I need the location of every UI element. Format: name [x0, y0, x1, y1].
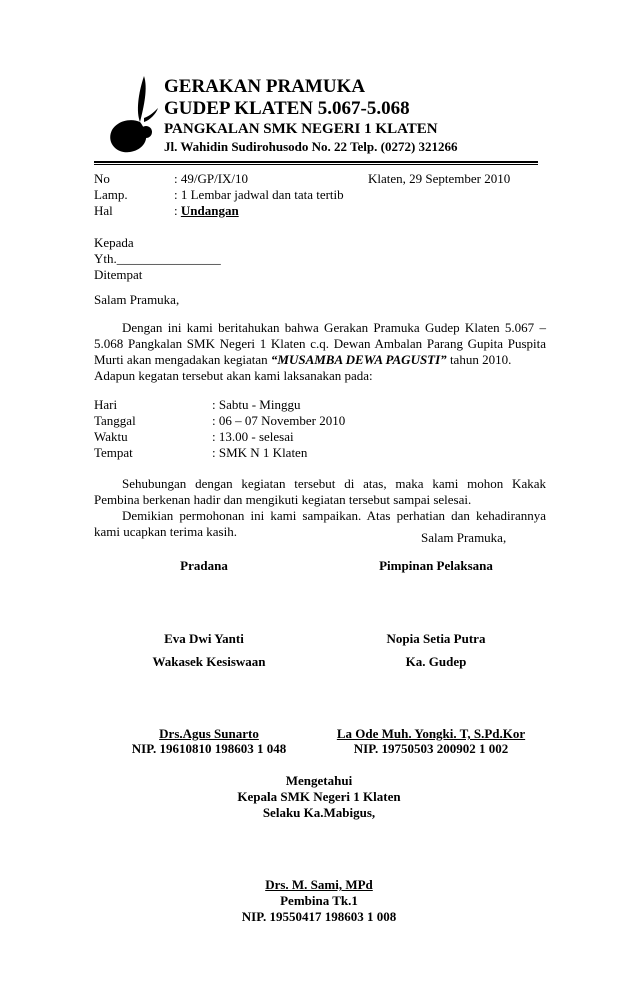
lamp-label: Lamp.: [94, 187, 128, 202]
recipient-yth: Yth.________________: [94, 251, 221, 266]
kepsek-name: Drs. M. Sami, MPd: [265, 877, 373, 892]
selaku-mabigus: Selaku Ka.Mabigus,: [262, 805, 376, 820]
wakasek-name: Drs.Agus Sunarto: [159, 726, 259, 741]
pimpinan-name: Nopia Setia Putra: [386, 631, 486, 646]
no-label: No: [94, 171, 110, 186]
wakasek-title: Wakasek Kesiswaan: [152, 654, 266, 669]
schedule-waktu-value: : 13.00 - selesai: [212, 429, 294, 444]
schedule-waktu-label: Waktu: [94, 429, 128, 444]
kepsek-nip: NIP. 19550417 198603 1 008: [241, 909, 397, 924]
kagudep-name: La Ode Muh. Yongki. T, S.Pd.Kor: [336, 726, 526, 741]
schedule-hari-label: Hari: [94, 397, 118, 412]
closing-p2-line2: Pembina berkenan hadir dan mengikuti kegiatan tersebut sampai selesai.: [94, 492, 472, 507]
body-p1-line3: [94, 352, 511, 368]
pradana-title: Pradana: [180, 558, 228, 573]
pradana-name: Eva Dwi Yanti: [164, 631, 244, 646]
kagudep-title: Ka. Gudep: [405, 654, 467, 669]
greeting: Salam Pramuka,: [94, 292, 180, 307]
event-name: “MUSAMBA DEWA PAGUSTI”: [270, 352, 447, 367]
letter-date: Klaten, 29 September 2010: [368, 171, 511, 186]
body-p1-line1: Dengan ini kami beritahukan bahwa Gerakan Pramuka Gudep Klaten 5.067 –: [122, 320, 546, 335]
wakasek-nip: NIP. 19610810 198603 1 048: [131, 741, 287, 756]
schedule-hari-value: : Sabtu - Minggu: [212, 397, 301, 412]
kepsek-rank: Pembina Tk.1: [280, 893, 358, 908]
address-line: Jl. Wahidin Sudirohusodo No. 22 Telp. (0272) 321266: [164, 139, 458, 154]
closing-p3-line2: kami ucapkan terima kasih.: [94, 524, 237, 539]
schedule-tanggal-label: Tanggal: [94, 413, 136, 428]
closing-salam: Salam Pramuka,: [421, 530, 507, 545]
kepala-sekolah-title: Kepala SMK Negeri 1 Klaten: [237, 789, 401, 804]
hal-value: Undangan: [180, 203, 239, 218]
hal-value-line: [174, 203, 239, 219]
base-name: PANGKALAN SMK NEGERI 1 KLATEN: [164, 121, 438, 137]
body-p1-line3-a: Murti akan mengadakan kegiatan: [94, 352, 271, 367]
schedule-tempat-value: : SMK N 1 Klaten: [212, 445, 308, 460]
gudep-name: GUDEP KLATEN 5.067-5.068: [164, 98, 410, 119]
body-p1-line3-b: tahun 2010.: [446, 352, 512, 367]
closing-p2-line1: Sehubungan dengan kegiatan tersebut di atas, maka kami mohon Kakak: [122, 476, 546, 491]
kagudep-nip: NIP. 19750503 200902 1 002: [353, 741, 509, 756]
recipient-kepada: Kepada: [94, 235, 134, 250]
org-name: GERAKAN PRAMUKA: [164, 76, 366, 97]
mengetahui: Mengetahui: [285, 773, 353, 788]
pimpinan-title: Pimpinan Pelaksana: [379, 558, 493, 573]
pramuka-logo: [104, 72, 162, 154]
recipient-ditempat: Ditempat: [94, 267, 143, 282]
lamp-value: : 1 Lembar jadwal dan tata tertib: [174, 187, 344, 202]
schedule-tanggal-value: : 06 – 07 November 2010: [212, 413, 346, 428]
body-p1-line4: Adapun kegatan tersebut akan kami laksanakan pada:: [94, 368, 373, 383]
header-divider-thin: [94, 164, 538, 165]
hal-colon: :: [174, 203, 181, 218]
schedule-tempat-label: Tempat: [94, 445, 133, 460]
no-value: : 49/GP/IX/10: [174, 171, 249, 186]
body-p1-line2: 5.068 Pangkalan SMK Negeri 1 Klaten c.q. Dewan Ambalan Parang Gupita Puspita: [94, 336, 546, 351]
hal-label: Hal: [94, 203, 113, 218]
header-divider: [94, 161, 538, 163]
closing-p3-line1: Demikian permohonan ini kami sampaikan. Atas perhatian dan kehadirannya: [122, 508, 546, 523]
